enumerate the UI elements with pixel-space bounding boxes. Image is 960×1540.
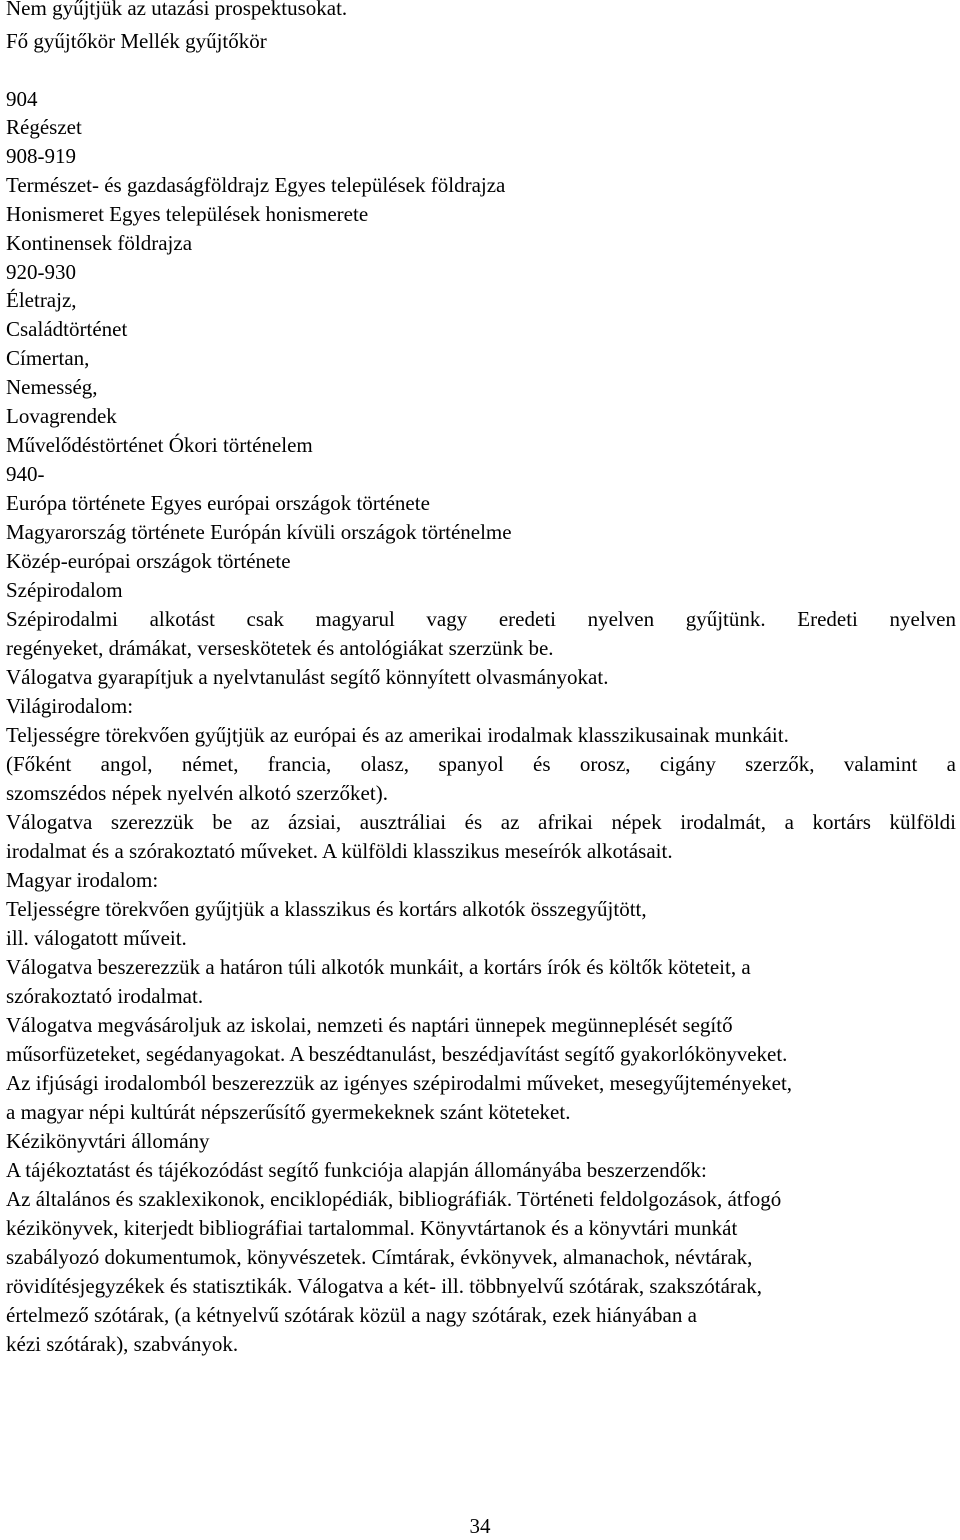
text-line: A tájékoztatást és tájékozódást segítő funkciója alapján állományába beszerzendők: bbox=[6, 1158, 707, 1182]
text-line: szomszédos népek nyelvén alkotó szerzőket). bbox=[6, 781, 388, 805]
text-line: 904 bbox=[6, 87, 38, 111]
section-heading: Magyar irodalom: bbox=[6, 868, 159, 892]
text-line: 940- bbox=[6, 462, 45, 486]
text-line: Kontinensek földrajza bbox=[6, 231, 193, 255]
text-line: Szépirodalmi alkotást csak magyarul vagy eredeti nyelven gyűjtünk. Eredeti nyelven bbox=[6, 607, 956, 631]
text-line: Válogatva megvásároljuk az iskolai, nemzeti és naptári ünnepek megünneplését segítő bbox=[6, 1013, 733, 1037]
text-line: irodalmat és a szórakoztató műveket. A külföldi klasszikus meseírók alkotásait. bbox=[6, 839, 673, 863]
text-line: Honismeret Egyes települések honismerete bbox=[6, 202, 369, 226]
text-line: Válogatva szerezzük be az ázsiai, ausztráliai és az afrikai népek irodalmát, a kortárs külföldi bbox=[6, 810, 956, 834]
text-line: ill. válogatott műveit. bbox=[6, 926, 187, 950]
text-line: Életrajz, bbox=[6, 288, 77, 312]
text-line: regényeket, drámákat, verseskötetek és antológiákat szerzünk be. bbox=[6, 636, 554, 660]
text-line: Válogatva gyarapítjuk a nyelvtanulást segítő könnyített olvasmányokat. bbox=[6, 665, 609, 689]
text-line: kézi szótárak), szabványok. bbox=[6, 1332, 239, 1356]
text-line: Magyarország története Európán kívüli országok történelme bbox=[6, 520, 512, 544]
text-line: rövidítésjegyzékek és statisztikák. Válogatva a két- ill. többnyelvű szótárak, szakszótárak, bbox=[6, 1274, 762, 1298]
text-line: Lovagrendek bbox=[6, 404, 117, 428]
text-line: Európa története Egyes európai országok története bbox=[6, 491, 430, 515]
text-line: Természet- és gazdaságföldrajz Egyes települések földrajza bbox=[6, 173, 506, 197]
text-line: Családtörténet bbox=[6, 317, 128, 341]
text-line: a magyar népi kultúrát népszerűsítő gyermekeknek szánt köteteket. bbox=[6, 1100, 571, 1124]
page-number: 34 bbox=[469, 1514, 491, 1538]
text-line: műsorfüzeteket, segédanyagokat. A beszédtanulást, beszédjavítást segítő gyakorlókönyveket. bbox=[6, 1042, 788, 1066]
text-line: Fő gyűjtőkör Mellék gyűjtőkör bbox=[6, 29, 267, 53]
text-line: szórakoztató irodalmat. bbox=[6, 984, 204, 1008]
text-line: Régészet bbox=[6, 115, 82, 139]
text-line: Címertan, bbox=[6, 346, 90, 370]
section-heading: Szépirodalom bbox=[6, 578, 123, 602]
text-line: Az általános és szaklexikonok, enciklopédiák, bibliográfiák. Történeti feldolgozások, átfogó bbox=[6, 1187, 782, 1211]
text-line: kézikönyvek, kiterjedt bibliográfiai tartalommal. Könyvtártanok és a könyvtári munkát bbox=[6, 1216, 738, 1240]
text-line: Az ifjúsági irodalomból beszerezzük az igényes szépirodalmi műveket, mesegyűjteményeket, bbox=[6, 1071, 793, 1095]
text-line: értelmező szótárak, (a kétnyelvű szótárak közül a nagy szótárak, ezek hiányában a bbox=[6, 1303, 697, 1327]
text-line: (Főként angol, német, francia, olasz, spanyol és orosz, cigány szerzők, valamint a bbox=[6, 752, 956, 776]
text-line: Teljességre törekvően gyűjtjük az európai és az amerikai irodalmak klasszikusainak munkáit. bbox=[6, 723, 789, 747]
text-line: Művelődéstörténet Ókori történelem bbox=[6, 433, 313, 457]
text-line: Nem gyűjtjük az utazási prospektusokat. bbox=[6, 0, 348, 20]
text-line: Teljességre törekvően gyűjtjük a klasszikus és kortárs alkotók összegyűjtött, bbox=[6, 897, 647, 921]
section-heading: Világirodalom: bbox=[6, 694, 134, 718]
text-line: Nemesség, bbox=[6, 375, 98, 399]
text-line: 920-930 bbox=[6, 260, 76, 284]
text-line: Válogatva beszerezzük a határon túli alkotók munkáit, a kortárs írók és költők köteteit, a bbox=[6, 955, 751, 979]
text-line: szabályozó dokumentumok, könyvészetek. Címtárak, évkönyvek, almanachok, névtárak, bbox=[6, 1245, 753, 1269]
section-heading: Kézikönyvtári állomány bbox=[6, 1129, 210, 1153]
text-line: Közép-európai országok története bbox=[6, 549, 291, 573]
text-line: 908-919 bbox=[6, 144, 76, 168]
